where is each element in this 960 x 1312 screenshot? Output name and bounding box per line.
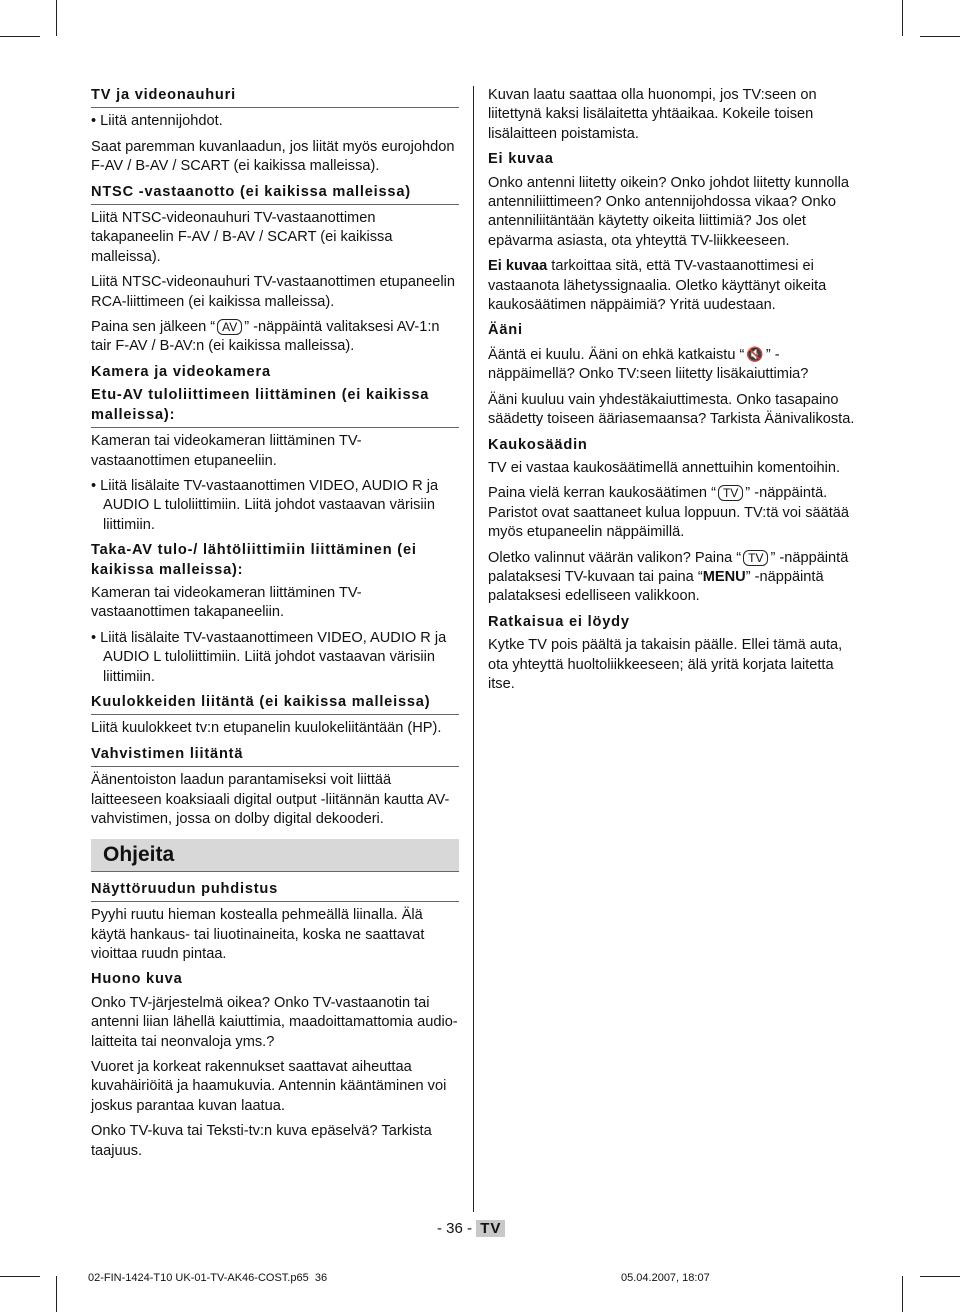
paragraph-poor-picture-3: Onko TV-kuva tai Teksti-tv:n kuva epäselvä? Tarkista taajuus. [91,1123,432,1159]
heading-screen-clean: Näyttöruudun puhdistus [91,880,459,902]
paragraph-quality: Kuvan laatu saattaa olla huonompi, jos TV:seen on liitettynä kaksi lisälaitetta yhtäaikaa. Kokeile toisen lisälaitteen poistamista. [488,87,817,142]
heading-sound: Ääni [488,322,523,339]
bullet-antenna: • Liitä antennijohdot. [91,113,223,130]
paragraph-solution: Kytke TV pois päältä ja takaisin päälle. Ellei tämä auta, ota yhteyttä huoltoliikkeeseen; älä yritä korjata laitetta itse. [488,637,843,692]
heading-ntsc: NTSC -vastaanotto (ei kaikissa malleissa) [91,183,459,205]
bullet-back-av: • Liitä lisälaite TV-vastaanottimeen VIDEO, AUDIO R ja AUDIO L tuloliittimiin. Liitä johdot vastaavan värisiin liittimiin. [91,629,447,685]
paragraph-remote-1: TV ei vastaa kaukosäätimellä annettuihin komentoihin. [488,459,841,476]
crop-mark [56,1276,57,1312]
paragraph-remote-3 [488,549,858,607]
page-number [437,1220,505,1237]
left-column [91,86,459,1167]
av-text-post: ” -näppäintä valitaksesi AV-1:n tair F-AV / B-AV:n (ei kaikissa malleissa). [91,319,440,355]
footer-date: 05.04.2007, 18:07 [621,1272,710,1284]
paragraph-no-picture-2 [488,257,858,315]
no-picture-text: tarkoittaa sitä, että TV-vastaanottimesi ei vastaanota lähetyssignaalia. Oletko käyttänyt oikeita kaukosäätimen näppäimiä? Yritä uudestaan. [488,258,827,314]
heading-tv-video: TV ja videonauhuri [91,86,459,108]
footer-file-name: 02-FIN-1424-T10 UK-01-TV-AK46-COST.p65 [88,1272,309,1284]
footer-file-page: 36 [314,1272,328,1284]
paragraph-back-av: Kameran tai videokameran liittäminen TV-vastaanottimen takapaneeliin. [91,584,362,621]
crop-mark [902,0,903,36]
remote2-post: ” -näppäintä. Paristot ovat saattaneet kulua loppuun. TV:tä voi säätää myös etupaneelin näppäimillä. [488,485,850,541]
heading-remote: Kaukosäädin [488,436,588,453]
crop-mark [902,1276,903,1312]
heading-no-picture: Ei kuvaa [488,151,554,168]
paragraph-amplifier: Äänentoiston laadun parantamiseksi voit liittää laitteeseen koaksiaali digital output -liitännän kautta AV-vahvistimen, jossa on dolby digital dekooderi. [91,772,450,827]
sound-text-pre: Ääntä ei kuulu. Ääni on ehkä katkaistu “ [488,346,745,363]
av-text-pre: Paina sen jälkeen “ [91,319,216,336]
bullet-front-av: • Liitä lisälaite TV-vastaanottimen VIDEO, AUDIO R ja AUDIO L tuloliittimiin. Liitä johdot vastaavan värisiin liittimiin. [91,477,439,533]
sound-text-post: ” -näppäimellä? Onko TV:seen liitetty lisäkaiuttimia? [488,346,809,383]
heading-headphones: Kuulokkeiden liitäntä (ei kaikissa malleissa) [91,693,459,715]
av-key-icon: AV [217,319,242,335]
paragraph-better-picture: Saat paremman kuvanlaadun, jos liität myös eurojohdon F-AV / B-AV / SCART (ei kaikissa malleissa). [91,138,455,175]
crop-mark [0,1276,40,1277]
crop-mark [56,0,57,36]
section-title-ohjeita: Ohjeita [91,839,459,871]
paragraph-poor-picture-2: Vuoret ja korkeat rakennukset saattavat aiheuttaa kuvahäiriöitä ja haamukuvia. Antennin kääntäminen voi joskus parantaa kuvan laatua. [91,1059,447,1114]
paragraph-ntsc-rear: Liitä NTSC-videonauhuri TV-vastaanottimen takapaneelin F-AV / B-AV / SCART (ei kaikissa malleissa). [91,210,393,265]
paragraph-ntsc-front: Liitä NTSC-videonauhuri TV-vastaanottimen etupaneelin RCA-liittimeen (ei kaikissa malleissa). [91,274,455,310]
paragraph-sound-2: Ääni kuuluu vain yhdestäkaiuttimesta. Onko tasapaino säädetty toiseen ääriasemaansa? Tarkista Äänivalikosta. [488,391,855,428]
paragraph-screen-clean: Pyyhi ruutu hieman kostealla pehmeällä liinalla. Älä käytä hankaus- tai liuotinaineita, koska ne saattavat vioittaa ruudn pintaa. [91,907,425,963]
crop-mark [920,1276,960,1277]
heading-camera: Kamera ja videokamera [91,363,271,380]
heading-solution: Ratkaisua ei löydy [488,613,630,630]
paragraph-remote-2 [488,484,858,542]
menu-key-label: MENU [702,568,746,585]
column-divider [473,86,474,1212]
paragraph-av-button [91,318,459,357]
remote3-post: ” -näppäintä palataksesi edelliseen valikkoon. [488,568,824,605]
heading-back-av: Taka-AV tulo-/ lähtöliittimiin liittäminen (ei kaikissa malleissa): [91,542,417,578]
page-badge: TV [476,1220,505,1237]
heading-amplifier: Vahvistimen liitäntä [91,745,459,767]
mute-icon: 🔇 [746,345,764,362]
crop-mark [0,36,40,37]
tv-key-icon: TV [743,550,768,566]
heading-poor-picture: Huono kuva [91,971,183,988]
crop-mark [920,36,960,37]
remote2-pre: Paina vielä kerran kaukosäätimen “ [488,485,716,502]
no-picture-bold: Ei kuvaa [488,258,548,275]
remote3-mid: ” -näppäintä palataksesi TV-kuvaan tai paina “ [488,549,849,585]
paragraph-poor-picture-1: Onko TV-järjestelmä oikea? Onko TV-vastaanotin tai antenni liian lähellä kaiuttimia, maadoittamattomia audio-laitteita tai neonvaloja yms.? [91,994,458,1050]
footer-file-info [88,1272,327,1284]
tv-key-icon: TV [718,485,743,501]
paragraph-no-picture-1: Onko antenni liitetty oikein? Onko johdot liitetty kunnolla antenniliittimeen? Onko antennijohdossa vikaa? Onko antenniliitäntään käytetty oikeita liittimiä? Jos olet epävarma asiasta, ota yhteyttä TV-liikkeeseen. [488,174,850,249]
paragraph-front-av: Kameran tai videokameran liittäminen TV-vastaanottimen etupaneeliin. [91,433,362,469]
right-column [488,86,858,700]
remote3-pre: Oletko valinnut väärän valikon? Paina “ [488,549,742,566]
heading-front-av: Etu-AV tuloliittimeen liittäminen (ei kaikissa malleissa): [91,386,459,428]
paragraph-sound-1 [488,345,858,385]
paragraph-headphones: Liitä kuulokkeet tv:n etupanelin kuulokeliitäntään (HP). [91,720,442,737]
page-number-text: - 36 - [437,1220,473,1237]
